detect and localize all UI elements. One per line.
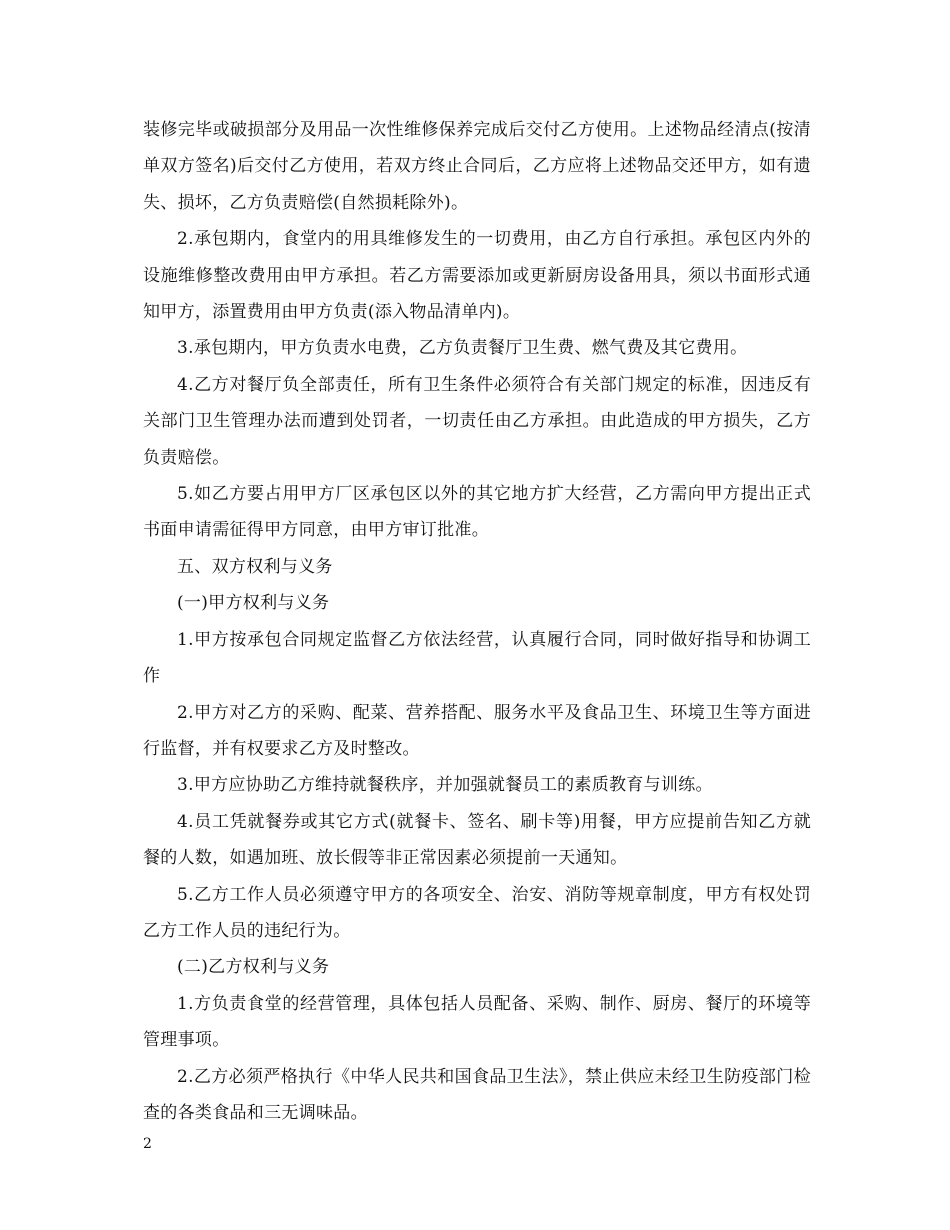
paragraph-clause-4-5: 5.如乙方要占用甲方厂区承包区以外的其它地方扩大经营，乙方需向甲方提出正式书面申请需征得甲方同意，由甲方审订批准。 [143,484,811,541]
paragraph-party-a-3: 3.甲方应协助乙方维持就餐秩序，并加强就餐员工的素质教育与训练。 [177,775,713,796]
paragraph-clause-4-4: 4.乙方对餐厅负全部责任，所有卫生条件必须符合有关部门规定的标准，因违反有关部门卫生管理办法而遭到处罚者，一切责任由乙方承担。由此造成的甲方损失，乙方负责赔偿。 [143,374,811,468]
paragraph-party-a-2: 2.甲方对乙方的采购、配菜、营养搭配、服务水平及食品卫生、环境卫生等方面进行监督，并有权要求乙方及时整改。 [143,702,811,759]
subsection-heading-party-a: (一)甲方权利与义务 [177,593,330,614]
paragraph-clause-4-3: 3.承包期内，甲方负责水电费，乙方负责餐厅卫生费、燃气费及其它费用。 [177,338,748,359]
paragraph-party-a-1: 1.甲方按承包合同规定监督乙方依法经营，认真履行合同，同时做好指导和协调工作 [143,629,811,687]
paragraph-party-a-4: 4.员工凭就餐券或其它方式(就餐卡、签名、刷卡等)用餐，甲方应提前告知乙方就餐的人数，如遇加班、放长假等非正常因素必须提前一天通知。 [143,811,811,869]
page-number: 2 [143,1136,152,1152]
paragraph-continuation: 装修完毕或破损部分及用品一次性维修保养完成后交付乙方使用。上述物品经清点(按清单双方签名)后交付乙方使用，若双方终止合同后，乙方应将上述物品交还甲方，如有遗失、损坏，乙方负责赔偿(自然损耗除外)。 [143,120,811,213]
paragraph-clause-4-2: 2.承包期内，食堂内的用具维修发生的一切费用，由乙方自行承担。承包区内外的设施维修整改费用由甲方承担。若乙方需要添加或更新厨房设备用具，须以书面形式通知甲方，添置费用由甲方负责(添入物品清单内)。 [143,229,811,323]
document-body [143,112,811,1131]
section-heading-5: 五、双方权利与义务 [177,556,333,577]
paragraph-party-a-5: 5.乙方工作人员必须遵守甲方的各项安全、治安、消防等规章制度，甲方有权处罚乙方工作人员的违纪行为。 [143,884,811,941]
subsection-heading-party-b: (二)乙方权利与义务 [177,957,330,978]
paragraph-party-b-1: 1.方负责食堂的经营管理，具体包括人员配备、采购、制作、厨房、餐厅的环境等管理事项。 [143,993,811,1051]
paragraph-party-b-2: 2.乙方必须严格执行《中华人民共和国食品卫生法》，禁止供应未经卫生防疫部门检查的各类食品和三无调味品。 [143,1066,811,1123]
